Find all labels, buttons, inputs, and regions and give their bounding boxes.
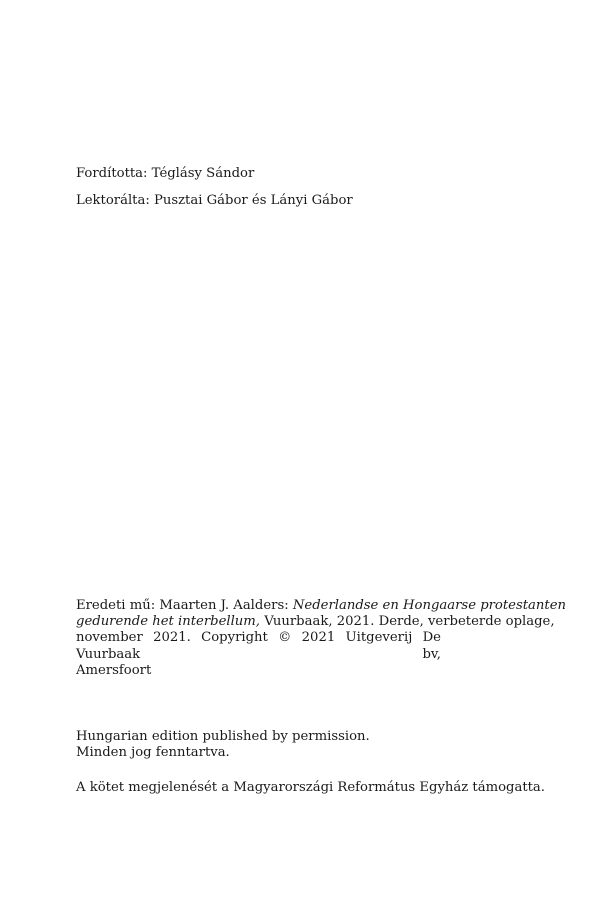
- reviewers-credit: Lektorálta: Pusztai Gábor és Lányi Gábor: [76, 193, 353, 208]
- original-work-prefix: Eredeti mű: Maarten J. Aalders:: [76, 598, 293, 613]
- support-notice: A kötet megjelenését a Magyarországi Református Egyház támogatta.: [76, 780, 545, 795]
- permission-notice: Hungarian edition published by permission.: [76, 729, 370, 744]
- original-work-line-1: [76, 598, 566, 614]
- original-work-line-2: [76, 614, 555, 630]
- copyright-line: november 2021. Copyright © 2021 Uitgeverij De Vuurbaak bv,: [76, 630, 441, 662]
- copyright-location: Amersfoort: [76, 662, 152, 678]
- translator-credit: Fordította: Téglásy Sándor: [76, 166, 255, 181]
- original-work-block: [76, 598, 566, 679]
- rights-block: [76, 729, 441, 761]
- rights-reserved: Minden jog fenntartva.: [76, 745, 230, 761]
- original-title-part-2: gedurende het interbellum,: [76, 614, 261, 630]
- original-title-part-1: Nederlandse en Hongaarse protestanten: [292, 598, 566, 613]
- original-publisher: Vuurbaak, 2021. Derde, verbeterde oplage,: [260, 614, 555, 630]
